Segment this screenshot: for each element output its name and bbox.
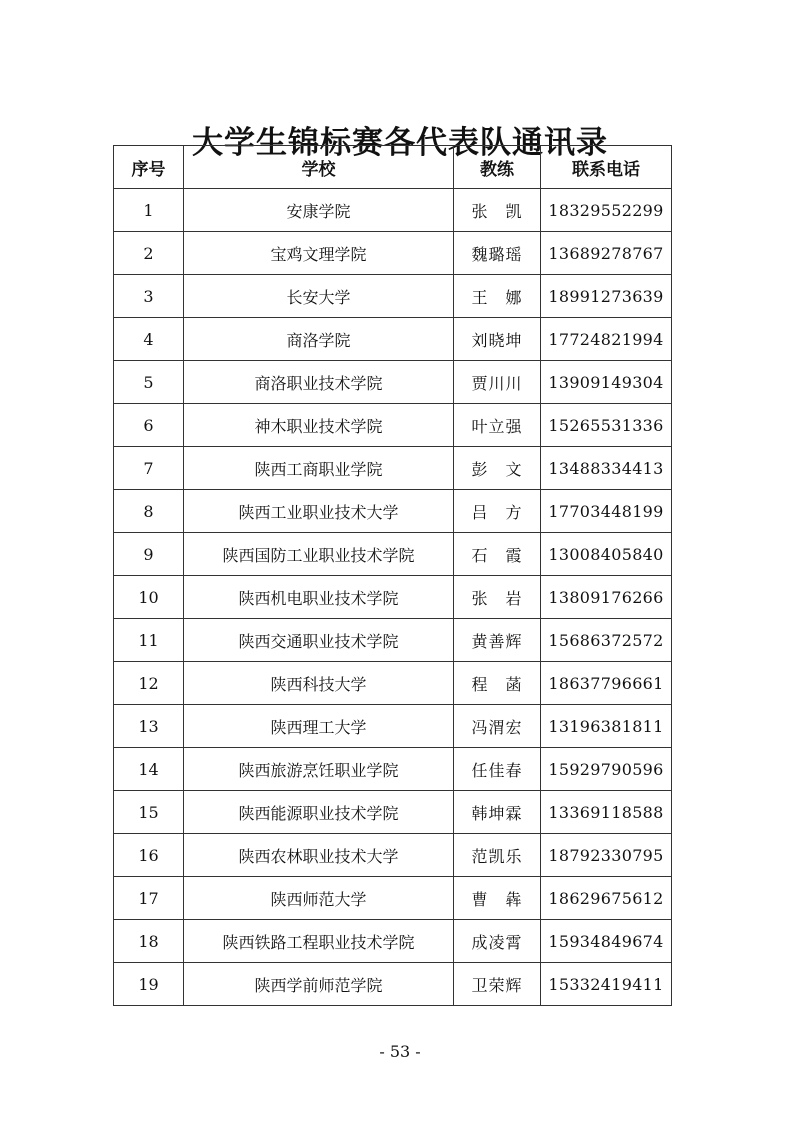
phone-cell: 13689278767 <box>541 232 672 275</box>
coach-cell: 任佳春 <box>454 748 541 791</box>
team-contact-table <box>113 145 672 1006</box>
phone-cell: 17724821994 <box>541 318 672 361</box>
phone-cell: 18637796661 <box>541 662 672 705</box>
phone-cell: 13196381811 <box>541 705 672 748</box>
school-cell: 陕西工商职业学院 <box>184 447 454 490</box>
index-cell: 15 <box>114 791 184 834</box>
index-cell: 16 <box>114 834 184 877</box>
phone-cell: 15332419411 <box>541 963 672 1006</box>
index-cell: 18 <box>114 920 184 963</box>
school-cell: 长安大学 <box>184 275 454 318</box>
index-cell: 10 <box>114 576 184 619</box>
school-cell: 陕西理工大学 <box>184 705 454 748</box>
phone-cell: 18792330795 <box>541 834 672 877</box>
phone-cell: 15265531336 <box>541 404 672 447</box>
table-row <box>114 189 672 232</box>
coach-cell: 卫荣辉 <box>454 963 541 1006</box>
phone-cell: 13909149304 <box>541 361 672 404</box>
index-cell: 19 <box>114 963 184 1006</box>
table-row <box>114 490 672 533</box>
table-row <box>114 533 672 576</box>
table-row <box>114 318 672 361</box>
school-cell: 陕西学前师范学院 <box>184 963 454 1006</box>
school-cell: 安康学院 <box>184 189 454 232</box>
coach-cell: 韩坤霖 <box>454 791 541 834</box>
coach-cell: 叶立强 <box>454 404 541 447</box>
table-row <box>114 705 672 748</box>
coach-cell: 成凌霄 <box>454 920 541 963</box>
school-cell: 商洛职业技术学院 <box>184 361 454 404</box>
phone-cell: 13369118588 <box>541 791 672 834</box>
school-cell: 宝鸡文理学院 <box>184 232 454 275</box>
phone-cell: 13488334413 <box>541 447 672 490</box>
phone-cell: 15929790596 <box>541 748 672 791</box>
school-cell: 陕西交通职业技术学院 <box>184 619 454 662</box>
table-row <box>114 404 672 447</box>
phone-cell: 17703448199 <box>541 490 672 533</box>
index-cell: 8 <box>114 490 184 533</box>
table-row <box>114 877 672 920</box>
index-cell: 17 <box>114 877 184 920</box>
index-cell: 12 <box>114 662 184 705</box>
coach-cell: 石 霞 <box>454 533 541 576</box>
phone-cell: 15934849674 <box>541 920 672 963</box>
coach-cell: 魏璐瑶 <box>454 232 541 275</box>
index-cell: 2 <box>114 232 184 275</box>
table-row <box>114 920 672 963</box>
coach-cell: 程 菡 <box>454 662 541 705</box>
index-cell: 11 <box>114 619 184 662</box>
phone-cell: 18991273639 <box>541 275 672 318</box>
coach-cell: 张 岩 <box>454 576 541 619</box>
coach-cell: 冯渭宏 <box>454 705 541 748</box>
index-cell: 7 <box>114 447 184 490</box>
table-row <box>114 963 672 1006</box>
table-row <box>114 275 672 318</box>
column-header-phone: 联系电话 <box>541 146 672 189</box>
coach-cell: 吕 方 <box>454 490 541 533</box>
school-cell: 陕西农林职业技术大学 <box>184 834 454 877</box>
school-cell: 陕西旅游烹饪职业学院 <box>184 748 454 791</box>
coach-cell: 曹 犇 <box>454 877 541 920</box>
table-row <box>114 361 672 404</box>
index-cell: 9 <box>114 533 184 576</box>
table-header <box>114 146 672 189</box>
table-body <box>114 189 672 1006</box>
phone-cell: 13809176266 <box>541 576 672 619</box>
school-cell: 商洛学院 <box>184 318 454 361</box>
school-cell: 陕西机电职业技术学院 <box>184 576 454 619</box>
page-number: - 53 - <box>379 1042 421 1061</box>
school-cell: 陕西科技大学 <box>184 662 454 705</box>
school-cell: 陕西工业职业技术大学 <box>184 490 454 533</box>
table-row <box>114 619 672 662</box>
index-cell: 1 <box>114 189 184 232</box>
coach-cell: 范凯乐 <box>454 834 541 877</box>
phone-cell: 18329552299 <box>541 189 672 232</box>
index-cell: 5 <box>114 361 184 404</box>
coach-cell: 彭 文 <box>454 447 541 490</box>
coach-cell: 刘晓坤 <box>454 318 541 361</box>
coach-cell: 黄善辉 <box>454 619 541 662</box>
index-cell: 13 <box>114 705 184 748</box>
school-cell: 陕西铁路工程职业技术学院 <box>184 920 454 963</box>
column-header-school: 学校 <box>184 146 454 189</box>
index-cell: 6 <box>114 404 184 447</box>
coach-cell: 王 娜 <box>454 275 541 318</box>
coach-cell: 张 凯 <box>454 189 541 232</box>
school-cell: 陕西师范大学 <box>184 877 454 920</box>
table-row <box>114 748 672 791</box>
table-row <box>114 662 672 705</box>
column-header-index: 序号 <box>114 146 184 189</box>
table-row <box>114 447 672 490</box>
school-cell: 陕西国防工业职业技术学院 <box>184 533 454 576</box>
phone-cell: 13008405840 <box>541 533 672 576</box>
table-row <box>114 834 672 877</box>
coach-cell: 贾川川 <box>454 361 541 404</box>
column-header-coach: 教练 <box>454 146 541 189</box>
school-cell: 神木职业技术学院 <box>184 404 454 447</box>
index-cell: 14 <box>114 748 184 791</box>
page-title: 大学生锦标赛各代表队通讯录 <box>192 124 608 161</box>
phone-cell: 15686372572 <box>541 619 672 662</box>
table-row <box>114 791 672 834</box>
school-cell: 陕西能源职业技术学院 <box>184 791 454 834</box>
header-row <box>114 146 672 189</box>
index-cell: 3 <box>114 275 184 318</box>
table-row <box>114 232 672 275</box>
table-row <box>114 576 672 619</box>
phone-cell: 18629675612 <box>541 877 672 920</box>
index-cell: 4 <box>114 318 184 361</box>
